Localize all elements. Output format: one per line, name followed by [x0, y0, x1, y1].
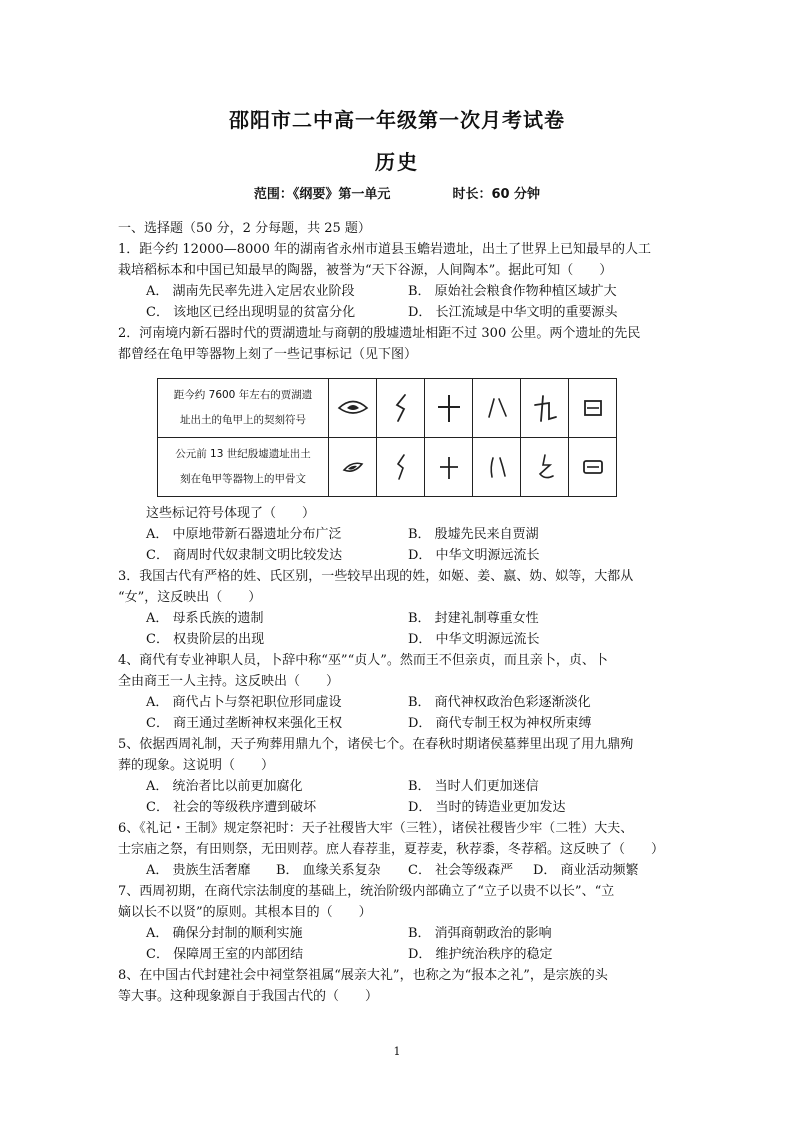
q1-option-d: D． 长江流域是中华文明的重要源头	[408, 305, 618, 320]
q6-stem-line2: 士宗庙之祭，有田则祭，无田则荐。庶人春荐韭，夏荐麦，秋荐黍，冬荐稻。这反映了（ ）	[118, 842, 665, 857]
duration-text: 时长：60 分钟	[452, 187, 541, 202]
subject-title: 历史	[375, 150, 419, 174]
q2-option-d: D． 中华文明源远流长	[408, 548, 540, 563]
q8-stem-line1: 8、在中国古代封建社会中祠堂祭祖属“展亲大礼”，也称之为“报本之礼”，是宗族的头	[118, 968, 608, 983]
q7-options-row1	[118, 923, 684, 944]
q1-option-c: C． 该地区已经出现明显的贫富分化	[146, 305, 356, 320]
q5-option-a: A． 统治者比以前更加腐化	[146, 779, 303, 794]
yinxu-glyph-eight	[473, 438, 521, 497]
q3-stem-line2: “女”，这反映出（ ）	[118, 590, 262, 605]
q2-options-row2	[118, 545, 684, 566]
jiahu-description	[158, 379, 329, 438]
q1-option-b: B． 原始社会粮食作物种植区域扩大	[408, 284, 617, 299]
q6-option-a: A． 贵族生活奢靡	[146, 863, 251, 878]
q2-options-row1	[118, 524, 684, 545]
q6-stem-line1: 6、《礼记・王制》规定祭祀时：天子社稷皆大牢（三牲），诸侯社稷皆少牢（二牲）大夫、	[118, 821, 634, 836]
q4-stem-line1: 4、商代有专业神职人员，卜辞中称“巫”“贞人”。然而王不但亲贞，而且亲卜，贞、卜	[118, 653, 608, 668]
q6-options-row	[118, 860, 684, 881]
q2-option-c: C． 商周时代奴隶制文明比较发达	[146, 548, 343, 563]
q5-options-row1	[118, 776, 684, 797]
eight-glyph-icon	[483, 452, 511, 482]
q5-option-c: C． 社会的等级秩序遭到破坏	[146, 800, 317, 815]
nine-glyph-icon	[531, 391, 559, 425]
q1-options-row2	[118, 302, 684, 323]
box-glyph-icon	[579, 455, 607, 479]
q7-option-b: B． 消弭商朝政治的影响	[408, 926, 552, 941]
q4-option-c: C． 商王通过垄断神权来强化王权	[146, 716, 343, 731]
q7-option-a: A． 确保分封制的顺利实施	[146, 926, 303, 941]
q4-option-b: B． 商代神权政治色彩逐渐淡化	[408, 695, 591, 710]
q6-option-c: C． 社会等级森严	[408, 863, 514, 878]
eye-glyph-icon	[336, 396, 370, 420]
yinxu-glyph-eye	[329, 438, 377, 497]
q4-options-row1	[118, 692, 684, 713]
cross-glyph-icon	[434, 391, 464, 425]
yinxu-desc-line2: 刻在龟甲等器物上的甲骨文	[180, 473, 306, 485]
q4-options-row2	[118, 713, 684, 734]
q3-option-a: A． 母系氏族的遗制	[146, 611, 264, 626]
q3-option-c: C． 权贵阶层的出现	[146, 632, 265, 647]
yinxu-description	[158, 438, 329, 497]
q1-stem-line1: 1．距今约 12000—8000 年的湖南省永州市道县玉蟾岩遗址，出土了世界上已知最早的人工	[118, 242, 651, 257]
page-number: 1	[393, 1045, 401, 1058]
q3-options-row1	[118, 608, 684, 629]
q2-stem-line1: 2．河南境内新石器时代的贾湖遗址与商朝的殷墟遗址相距不过 300 公里。两个遗址的先民	[118, 326, 641, 341]
table-row-jiahu	[158, 379, 617, 438]
scope-text: 范围：《纲要》第一单元	[253, 187, 391, 202]
yinxu-glyph-box	[569, 438, 617, 497]
q7-option-d: D． 维护统治秩序的稳定	[408, 947, 553, 962]
jiahu-glyph-hook	[377, 379, 425, 438]
q7-option-c: C． 保障周王室的内部团结	[146, 947, 304, 962]
yinxu-glyph-cross	[425, 438, 473, 497]
eye-glyph-icon	[336, 455, 370, 479]
q7-options-row2	[118, 944, 684, 965]
q6-option-b: B． 血缘关系复杂	[276, 863, 381, 878]
q4-stem-line2: 全由商王一人主持。这反映出（ ）	[118, 674, 340, 689]
table-row-yinxu	[158, 438, 617, 497]
q4-option-a: A． 商代占卜与祭祀职位形同虚设	[146, 695, 342, 710]
q5-option-b: B． 当时人们更加迷信	[408, 779, 539, 794]
section-heading: 一、选择题（50 分，2 分每题，共 25 题）	[118, 221, 371, 236]
q5-stem-line1: 5、依据西周礼制，天子殉葬用鼎九个，诸侯七个。在春秋时期诸侯墓葬里出现了用九鼎殉	[118, 737, 634, 752]
q2-after-text: 这些标记符号体现了（ ）	[146, 506, 316, 521]
q1-stem-line2: 栽培稻标本和中国已知最早的陶器，被誉为“天下谷源，人间陶本”。据此可知（ ）	[118, 263, 613, 278]
jiahu-glyph-box	[569, 379, 617, 438]
jiahu-glyph-eight	[473, 379, 521, 438]
cross-glyph-icon	[434, 450, 464, 484]
q5-stem-line2: 葬的现象。这说明（ ）	[118, 758, 275, 773]
q2-after-line	[118, 503, 684, 524]
q3-stem-line1: 3．我国古代有严格的姓、氏区别，一些较早出现的姓，如姬、姜、嬴、妫、姒等，大都从	[118, 569, 634, 584]
exam-title: 邵阳市二中高一年级第一次月考试卷	[229, 108, 565, 132]
hook-glyph-icon	[389, 450, 413, 484]
q8-stem-line2: 等大事。这种现象源自于我国古代的（ ）	[118, 989, 379, 1004]
jiahu-glyph-nine	[521, 379, 569, 438]
q1-options-row1	[118, 281, 684, 302]
jiahu-desc-line1: 距今约 7600 年左右的贾湖遗	[173, 389, 313, 401]
yinxu-glyph-hook	[377, 438, 425, 497]
q4-option-d: D． 商代专制王权为神权所束缚	[408, 716, 592, 731]
nine-glyph-icon	[531, 450, 559, 484]
q3-options-row2	[118, 629, 684, 650]
hook-glyph-icon	[389, 391, 413, 425]
exam-meta	[0, 183, 794, 202]
box-glyph-icon	[579, 396, 607, 420]
q6-option-d: D． 商业活动频繁	[533, 863, 639, 878]
jiahu-glyph-cross	[425, 379, 473, 438]
jiahu-glyph-eye	[329, 379, 377, 438]
questions	[118, 218, 684, 1007]
q5-option-d: D． 当时的铸造业更加发达	[408, 800, 566, 815]
yinxu-desc-line1: 公元前 13 世纪殷墟遗址出土	[175, 448, 311, 460]
q3-option-b: B． 封建礼制尊重女性	[408, 611, 539, 626]
q2-option-a: A． 中原地带新石器遗址分布广泛	[146, 527, 342, 542]
q5-options-row2	[118, 797, 684, 818]
q7-stem-line1: 7、西周初期，在商代宗法制度的基础上，统治阶级内部确立了“立子以贵不以长”、“立	[118, 884, 615, 899]
eight-glyph-icon	[483, 393, 511, 423]
q7-stem-line2: 嫡以长不以贤”的原则。其根本目的（ ）	[118, 905, 372, 920]
symbols-table	[157, 378, 617, 497]
yinxu-glyph-nine	[521, 438, 569, 497]
q2-stem-line2: 都曾经在龟甲等器物上刻了一些记事标记（见下图）	[118, 347, 418, 362]
q3-option-d: D． 中华文明源远流长	[408, 632, 540, 647]
jiahu-desc-line2: 址出土的龟甲上的契刻符号	[180, 414, 306, 426]
q2-option-b: B． 殷墟先民来自贾湖	[408, 527, 539, 542]
q1-option-a: A． 湖南先民率先进入定居农业阶段	[146, 284, 355, 299]
